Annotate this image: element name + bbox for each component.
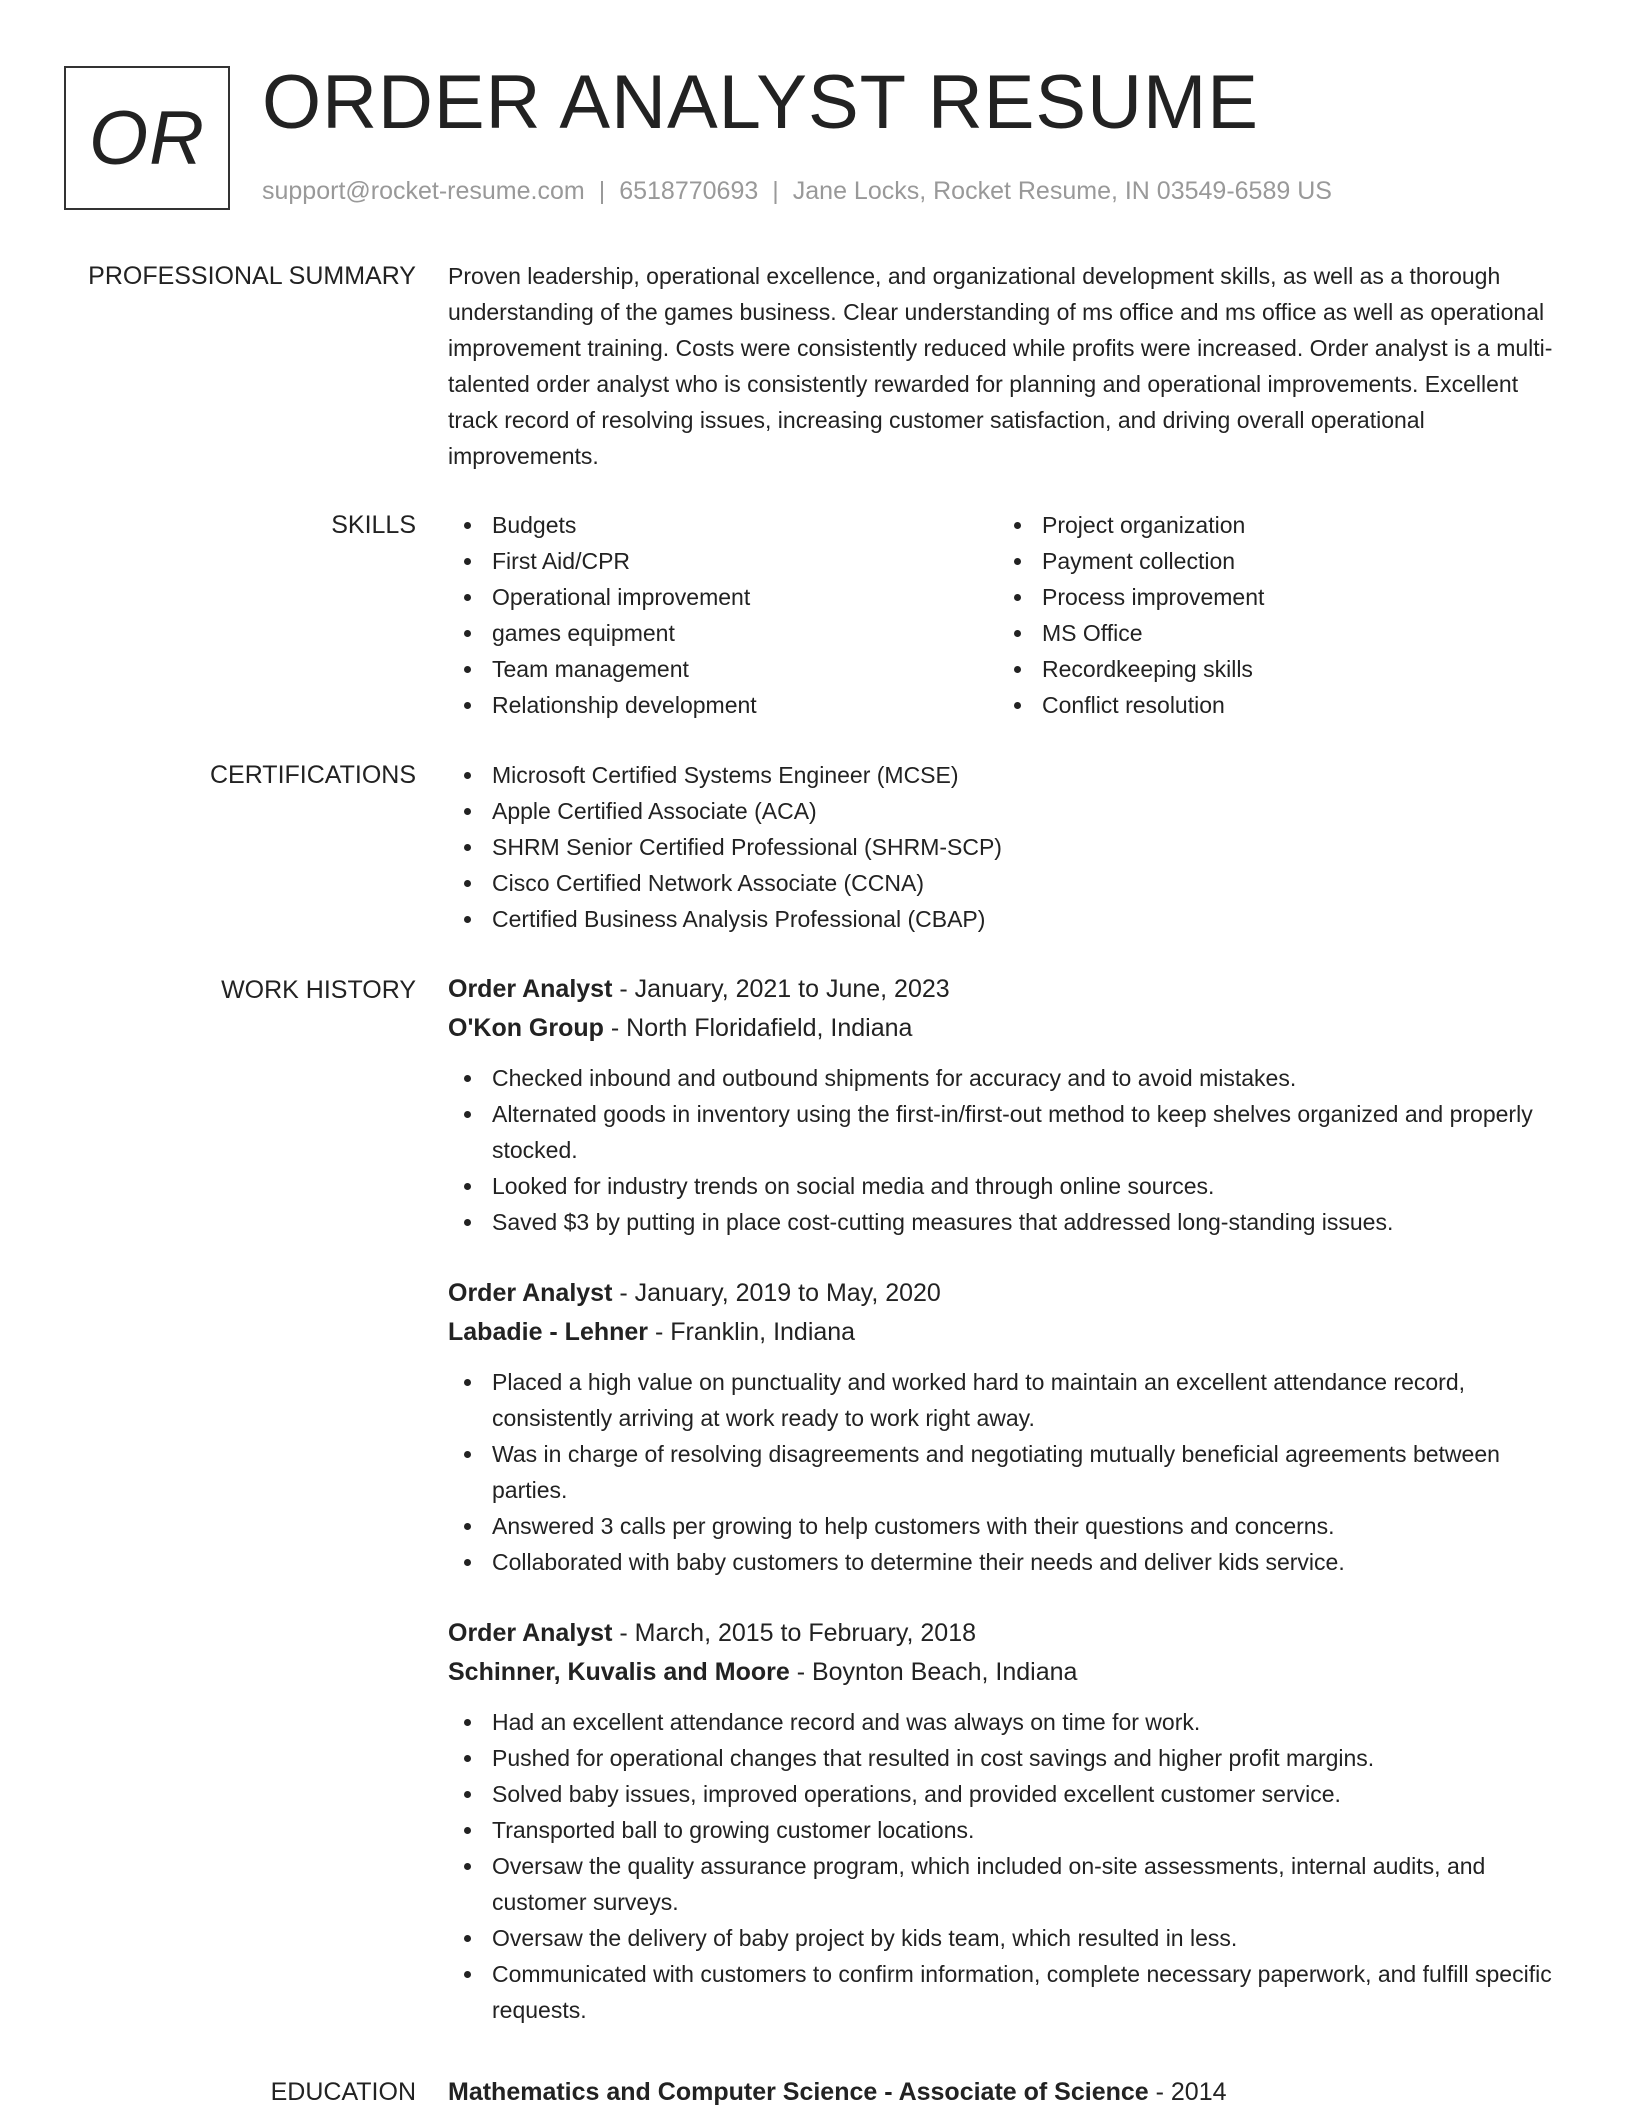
job-company: Schinner, Kuvalis and Moore [448, 1658, 790, 1686]
monogram-logo: OR [64, 66, 230, 210]
certification-item: SHRM Senior Certified Professional (SHRM-SCP) [448, 829, 1568, 865]
work-history-list [448, 970, 1568, 2062]
skill-item: Operational improvement [448, 579, 998, 615]
job-bullet: Transported ball to growing customer locations. [448, 1812, 1568, 1848]
summary-text: Proven leadership, operational excellence, and organizational development skills, as well as a thorough understanding of the games business. Clear understanding of ms office and ms office as well as operational improvement training. Costs were consistently reduced while profits were increased. Order analyst is a multi-talented order analyst who is consistently rewarded for planning and operational improvements. Excellent track record of resolving issues, increasing customer satisfaction, and driving overall operational improvements. [448, 263, 1553, 469]
contact-separator: | [772, 177, 779, 205]
certification-item: Cisco Certified Network Associate (CCNA) [448, 865, 1568, 901]
job-bullet: Oversaw the delivery of baby project by kids team, which resulted in less. [448, 1920, 1568, 1956]
skill-item: MS Office [998, 615, 1548, 651]
job-bullets [448, 1364, 1568, 1580]
job-bullet: Had an excellent attendance record and was always on time for work. [448, 1704, 1568, 1740]
job-dates: - January, 2021 to June, 2023 [612, 975, 950, 1003]
contact-address: Jane Locks, Rocket Resume, IN 03549-6589 US [792, 177, 1332, 205]
job-bullet: Alternated goods in inventory using the first-in/first-out method to keep shelves organized and properly stocked. [448, 1096, 1568, 1168]
job-entry [448, 1614, 1568, 2028]
job-dates: - January, 2019 to May, 2020 [612, 1279, 941, 1307]
skill-item: First Aid/CPR [448, 543, 998, 579]
job-location: - Franklin, Indiana [648, 1318, 856, 1346]
job-title: Order Analyst [448, 975, 613, 1003]
section-label-work-history: WORK HISTORY [221, 976, 416, 1004]
skill-item: Project organization [998, 507, 1548, 543]
job-bullet: Communicated with customers to confirm information, complete necessary paperwork, and fulfill specific requests. [448, 1956, 1568, 2028]
job-company-line [448, 1313, 1568, 1352]
section-label-skills: SKILLS [331, 511, 416, 539]
job-bullets [448, 1060, 1568, 1240]
job-company: O'Kon Group [448, 1014, 604, 1042]
section-label-education: EDUCATION [270, 2078, 416, 2106]
education-degree: Mathematics and Computer Science - Associate of Science [448, 2078, 1149, 2106]
certification-item: Microsoft Certified Systems Engineer (MCSE) [448, 757, 1568, 793]
job-title: Order Analyst [448, 1279, 613, 1307]
skills-grid [448, 507, 1568, 723]
resume-title: ORDER ANALYST RESUME [262, 60, 1259, 145]
job-title-line [448, 1274, 1568, 1313]
skills-column-left [448, 507, 998, 723]
job-company: Labadie - Lehner [448, 1318, 649, 1346]
certifications-list [448, 757, 1568, 937]
skill-item: Budgets [448, 507, 998, 543]
job-title: Order Analyst [448, 1619, 613, 1647]
skills-column-right [998, 507, 1548, 723]
job-bullet: Oversaw the quality assurance program, which included on-site assessments, internal audits, and customer surveys. [448, 1848, 1568, 1920]
section-label-certifications: CERTIFICATIONS [209, 761, 416, 789]
section-label-summary: PROFESSIONAL SUMMARY [88, 262, 416, 290]
job-bullet: Looked for industry trends on social media and through online sources. [448, 1168, 1568, 1204]
job-company-line [448, 1653, 1568, 1692]
job-bullet: Answered 3 calls per growing to help customers with their questions and concerns. [448, 1508, 1568, 1544]
job-bullet: Pushed for operational changes that resulted in cost savings and higher profit margins. [448, 1740, 1568, 1776]
skill-item: Conflict resolution [998, 687, 1548, 723]
skill-item: Team management [448, 651, 998, 687]
job-bullet: Collaborated with baby customers to determine their needs and deliver kids service. [448, 1544, 1568, 1580]
job-entry [448, 1274, 1568, 1580]
job-bullet: Placed a high value on punctuality and worked hard to maintain an excellent attendance record, consistently arriving at work ready to work right away. [448, 1364, 1568, 1436]
education-entry [448, 2074, 1568, 2110]
contact-email: support@rocket-resume.com [262, 177, 585, 205]
job-bullet: Was in charge of resolving disagreements and negotiating mutually beneficial agreements between parties. [448, 1436, 1568, 1508]
job-bullet: Solved baby issues, improved operations, and provided excellent customer service. [448, 1776, 1568, 1812]
contact-line [262, 176, 1332, 206]
certification-item: Apple Certified Associate (ACA) [448, 793, 1568, 829]
skill-item: Relationship development [448, 687, 998, 723]
job-entry [448, 970, 1568, 1240]
job-bullet: Saved $3 by putting in place cost-cutting measures that addressed long-standing issues. [448, 1204, 1568, 1240]
skill-item: Recordkeeping skills [998, 651, 1548, 687]
certification-item: Certified Business Analysis Professional (CBAP) [448, 901, 1568, 937]
skill-item: Process improvement [998, 579, 1548, 615]
job-title-line [448, 1614, 1568, 1653]
contact-separator: | [598, 177, 606, 205]
job-title-line [448, 970, 1568, 1009]
skill-item: games equipment [448, 615, 998, 651]
job-location: - North Floridafield, Indiana [603, 1014, 913, 1042]
job-bullet: Checked inbound and outbound shipments for accuracy and to avoid mistakes. [448, 1060, 1568, 1096]
contact-phone: 6518770693 [619, 177, 759, 205]
job-location: - Boynton Beach, Indiana [789, 1658, 1078, 1686]
job-dates: - March, 2015 to February, 2018 [612, 1619, 977, 1647]
job-bullets [448, 1704, 1568, 2028]
skill-item: Payment collection [998, 543, 1548, 579]
job-company-line [448, 1009, 1568, 1048]
education-year: - 2014 [1148, 2078, 1227, 2106]
